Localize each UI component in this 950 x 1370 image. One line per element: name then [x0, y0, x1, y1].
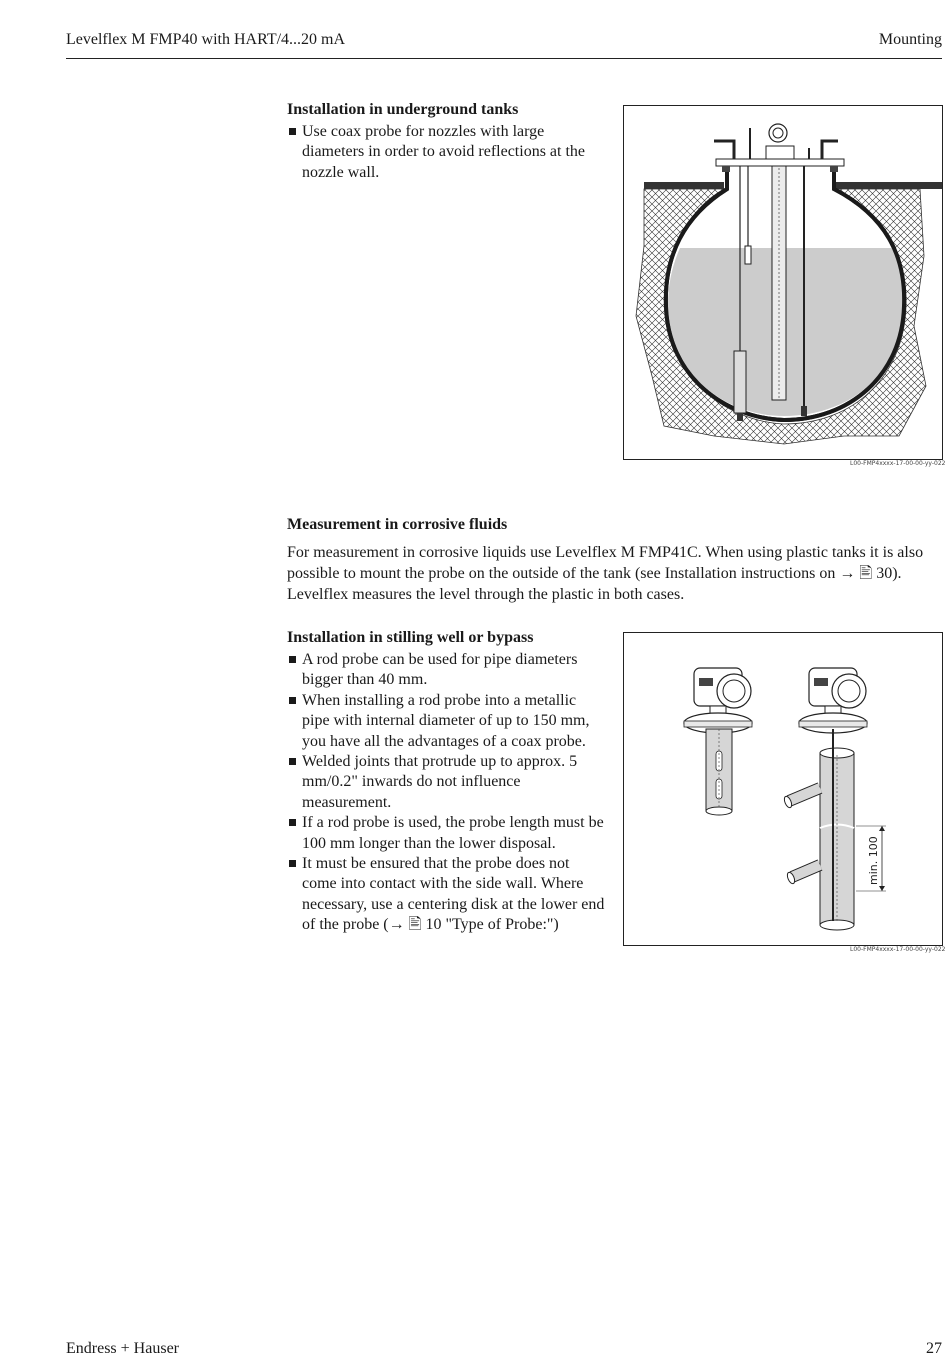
list-item: A rod probe can be used for pipe diameters bigger than 40 mm.	[287, 650, 607, 691]
transmitter-left	[684, 668, 752, 815]
page-number: 27	[926, 1340, 942, 1357]
section-title-underground: Installation in underground tanks	[287, 101, 519, 118]
list-item: If a rod probe is used, the probe length must be 100 mm longer than the lower disposal.	[287, 813, 607, 854]
footer-brand: Endress + Hauser	[66, 1340, 179, 1357]
figure-stilling-well	[623, 632, 943, 946]
header-title: Levelflex M FMP40 with HART/4...20 mA	[66, 31, 346, 48]
header-section: Mounting	[878, 31, 942, 48]
transmitter-right	[783, 668, 867, 930]
list-item: It must be ensured that the probe does not come into contact with the side wall. Where necessary, use a centering disk at the lower end of the probe (→ 🖹 10 "Type of Probe:")	[287, 854, 607, 936]
section-corrosive	[287, 515, 942, 605]
list-item: When installing a rod probe into a metallic pipe with internal diameter of up to 150 mm, you have all the advantages of a coax probe.	[287, 691, 607, 752]
bullet-list-underground	[287, 122, 607, 183]
stilling-well-illustration	[624, 633, 942, 945]
figure-code-stilling-well: L00-FMP4xxxx-17-00-00-yy-022	[850, 946, 946, 953]
underground-tank-illustration	[624, 106, 942, 459]
list-item: Welded joints that protrude up to approx. 5 mm/0.2" inwards do not influence measurement.	[287, 752, 607, 813]
paragraph-corrosive: For measurement in corrosive liquids use Levelflex M FMP41C. When using plastic tanks it is also possible to mount the probe on the outside of the tank (see Installation instructions on → 🖹 30). Levelflex measures the level through the plastic in both cases.	[287, 544, 924, 603]
header-rule	[66, 58, 942, 59]
section-stilling-well	[287, 628, 607, 936]
bullet-list-stilling-well	[287, 650, 607, 936]
section-title-corrosive: Measurement in corrosive fluids	[287, 516, 508, 533]
section-title-stilling-well: Installation in stilling well or bypass	[287, 629, 534, 646]
figure-code-underground: L00-FMP4xxxx-17-00-00-yy-022	[850, 460, 946, 467]
section-underground	[287, 100, 607, 183]
dimension-label: min. 100	[867, 836, 880, 885]
list-item: Use coax probe for nozzles with large diameters in order to avoid reflections at the nozzle wall.	[287, 122, 607, 183]
figure-underground-tank	[623, 105, 943, 460]
